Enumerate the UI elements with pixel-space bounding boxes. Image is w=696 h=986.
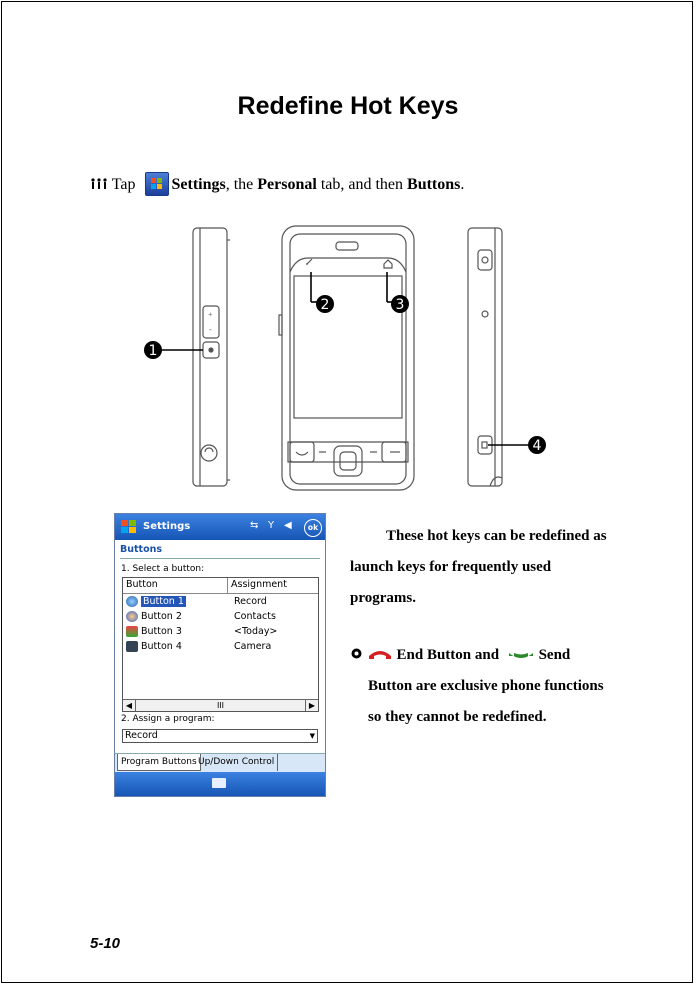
start-menu-icon[interactable] [119,518,138,536]
personal-text: Personal [257,176,317,193]
table-row[interactable] [123,594,318,609]
connectivity-icon[interactable]: ⇆ [250,520,259,531]
paragraph-text: These hot keys can be redefined as launch keys for frequently used programs. [350,528,607,606]
callout-2-text: 2 [320,297,330,313]
signal-icon[interactable]: Y [268,520,275,531]
callout-3-text: 3 [395,297,405,313]
svg-text:-: - [209,325,212,334]
table-row[interactable] [123,639,318,654]
assignment: <Today> [234,626,278,637]
device-right-side-view [468,228,502,486]
title-bar [115,514,325,540]
table-row[interactable] [123,624,318,639]
assignment: Camera [234,641,272,652]
buttons-text: Buttons [407,176,461,193]
select-button-label: 1. Select a button: [121,564,205,574]
assignment: Contacts [234,611,276,622]
windows-start-icon [145,172,169,196]
table-row[interactable] [123,609,318,624]
button-name: Button 4 [141,641,182,652]
tab-bar [115,753,325,772]
scroll-left-icon[interactable]: ◀ [123,700,136,711]
column-header-assignment[interactable]: Assignment [231,579,287,590]
device-illustration [0,220,696,500]
program-select[interactable] [122,729,318,743]
volume-icon[interactable]: ◀ [284,520,292,531]
period: . [460,176,465,193]
page-title: Redefine Hot Keys [237,92,459,120]
tap-text: Tap [111,176,136,193]
divider [120,558,320,559]
end-call-icon [367,648,393,660]
note-rest-text: Button are exclusive phone functions so they cannot be redefined. [368,678,604,725]
app-title: Settings [143,521,191,532]
keyboard-icon[interactable] [212,778,226,788]
device-front-view [279,226,414,490]
note-paragraph [350,640,610,733]
callout-4-text: 4 [532,438,542,454]
tab-and-then-text: tab, and then [320,176,404,193]
note-end-text: End Button and [396,647,500,663]
tab-up-down-control[interactable]: Up/Down Control [195,754,278,771]
page-number: 5-10 [90,935,121,952]
record-icon [126,596,138,607]
svg-text:+: + [208,310,213,319]
note-send-text: Send [538,647,571,663]
section-title: Buttons [120,544,163,555]
camera-icon [126,641,138,652]
button-name: Button 3 [141,626,182,637]
horizontal-scrollbar[interactable] [123,699,318,711]
chevron-down-icon[interactable]: ▼ [309,732,315,740]
device-left-side-view [193,228,230,486]
column-header-button[interactable]: Button [123,578,228,593]
assign-program-label: 2. Assign a program: [121,714,215,724]
bottom-bar [115,772,325,796]
instruction-line [90,172,464,196]
scroll-thumb[interactable]: III [216,701,225,710]
hot-keys-paragraph [350,521,610,614]
button-name: Button 1 [143,596,184,607]
settings-screenshot [114,513,326,797]
button-list[interactable] [122,577,319,712]
assignment: Record [234,596,267,607]
list-header [123,578,318,594]
scroll-right-icon[interactable]: ▶ [305,700,318,711]
tab-program-buttons[interactable]: Program Buttons [117,754,201,771]
program-value: Record [125,730,158,741]
ok-button[interactable]: ok [304,519,322,537]
today-icon [126,626,138,637]
the-text: , the [225,176,254,193]
settings-text: Settings [171,176,226,193]
callout-1-text: 1 [148,343,158,359]
contacts-icon [126,611,138,622]
note-icon [90,178,108,190]
button-name: Button 2 [141,611,182,622]
send-call-icon [507,648,535,660]
gear-note-icon [350,647,363,660]
